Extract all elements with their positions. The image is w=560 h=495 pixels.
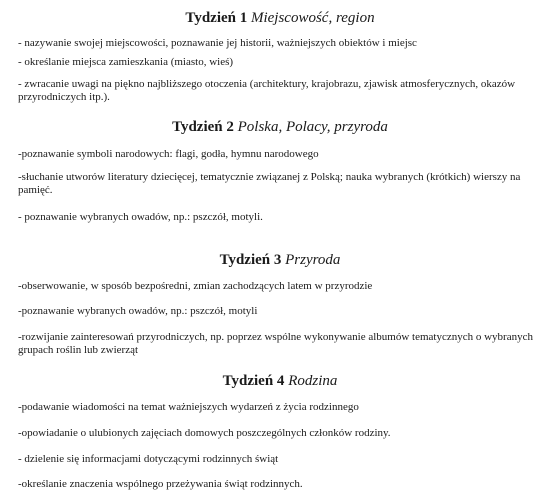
week-3-label: Tydzień 3 <box>219 252 282 268</box>
week-2-item-1: -poznawanie symboli narodowych: flagi, godła, hymnu narodowego <box>18 148 319 160</box>
week-3-item-3: -rozwijanie zainteresowań przyrodniczych, np. poprzez wspólne wykonywanie albumów tematycznych o wybranych grupach roślin lub zwierząt <box>18 331 533 356</box>
week-1-item-1: - nazywanie swojej miejscowości, poznawanie jej historii, ważniejszych obiektów i miejsc <box>18 37 417 49</box>
week-3-item-1: -obserwowanie, w sposób bezpośredni, zmian zachodzących latem w przyrodzie <box>18 280 373 292</box>
week-1-label: Tydzień 1 <box>185 10 248 26</box>
week-4-item-1: -podawanie wiadomości na temat ważniejszych wydarzeń z życia rodzinnego <box>18 401 359 413</box>
week-4-item-3: - dzielenie się informacjami dotyczącymi rodzinnych świąt <box>18 453 279 465</box>
week-2-heading <box>0 118 560 136</box>
week-2-item-2: -słuchanie utworów literatury dziecięcej, tematycznie związanej z Polską; nauka wybranych (krótkich) wierszy na pamięć. <box>18 171 521 196</box>
week-1-heading <box>0 9 560 27</box>
week-1-item-2: - określanie miejsca zamieszkania (miasto, wieś) <box>18 56 234 68</box>
week-1-item-3: - zwracanie uwagi na piękno najbliższego otoczenia (architektury, krajobrazu, zjawisk atmosferycznych, okazów przyrodniczych itp.). <box>18 78 516 103</box>
week-3-subtitle: Przyroda <box>285 252 341 268</box>
week-3-item-2: -poznawanie wybranych owadów, np.: pszczół, motyli <box>18 305 258 317</box>
week-3-heading <box>0 251 560 269</box>
week-4-item-4: -określanie znaczenia wspólnego przeżywania świąt rodzinnych. <box>18 478 303 490</box>
week-1-subtitle: Miejscowość, region <box>250 10 375 26</box>
week-4-heading <box>0 372 560 390</box>
week-2-label: Tydzień 2 <box>172 119 234 135</box>
week-4-item-2: -opowiadanie o ulubionych zajęciach domowych poszczególnych członków rodziny. <box>18 427 391 439</box>
week-2-subtitle: Polska, Polacy, przyroda <box>237 119 388 135</box>
week-4-subtitle: Rodzina <box>288 373 338 389</box>
week-4-label: Tydzień 4 <box>222 373 285 389</box>
week-2-item-3: - poznawanie wybranych owadów, np.: pszczół, motyli. <box>18 211 263 223</box>
